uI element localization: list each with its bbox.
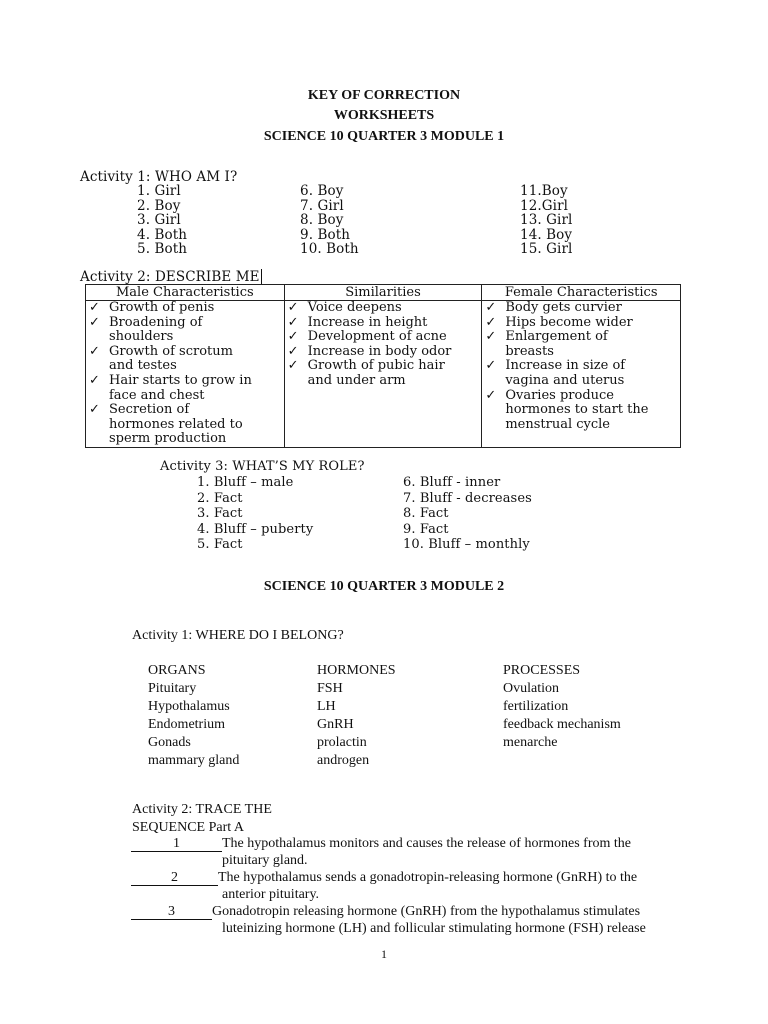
answer-item: 9. Fact (403, 521, 449, 537)
answer-item: 4. Both (137, 226, 188, 243)
checkmark-icon: ✓ (485, 358, 497, 374)
m1-activity3-title: Activity 3: WHAT’S MY ROLE? (160, 459, 365, 474)
characteristic-text: Increase in size of (505, 358, 626, 374)
characteristic-line (288, 359, 479, 374)
checkmark-icon: ✓ (485, 329, 497, 345)
characteristic-line (288, 316, 479, 331)
hormone-item: FSH (317, 681, 343, 696)
characteristic-text: sperm production (109, 431, 227, 447)
characteristic-line (89, 330, 281, 345)
sequence-text-cont: pituitary gland. (222, 853, 308, 868)
characteristic-line (485, 418, 677, 433)
sequence-blank: 2 (131, 871, 218, 886)
header-male: Male Characteristics (86, 285, 285, 301)
checkmark-icon: ✓ (485, 314, 497, 330)
describe-me-table (85, 284, 681, 448)
characteristic-line (485, 403, 677, 418)
answer-item: 11.Boy (520, 183, 568, 199)
m1-activity3-col2 (403, 475, 532, 553)
header-similarities: Similarities (284, 285, 482, 301)
characteristic-text: Development of acne (307, 329, 447, 345)
sequence-blank: 1 (131, 837, 222, 852)
answer-item: 2. Boy (137, 197, 181, 214)
m2-activity2-title-line1: Activity 2: TRACE THE (132, 802, 272, 817)
characteristic-text: Broadening of (109, 314, 203, 330)
answer-item: 5. Fact (197, 537, 243, 552)
sequence-text: The hypothalamus monitors and causes the release of hormones from the (222, 836, 631, 851)
characteristic-text: face and chest (109, 387, 205, 403)
characteristic-text: Ovaries produce (505, 387, 614, 403)
checkmark-icon: ✓ (89, 314, 100, 330)
sequence-blank: 3 (131, 905, 212, 920)
text-cursor (261, 269, 266, 285)
checkmark-icon: ✓ (485, 300, 497, 315)
checkmark-icon: ✓ (287, 343, 299, 359)
m2-activity1-title: Activity 1: WHERE DO I BELONG? (132, 628, 344, 643)
characteristic-text: menstrual cycle (505, 416, 611, 432)
characteristic-line (89, 432, 281, 447)
similarities-list (284, 301, 482, 448)
characteristic-text: Body gets curvier (505, 300, 622, 315)
characteristic-line (485, 316, 677, 331)
organ-item: Pituitary (148, 681, 197, 696)
m1-activity1-col2 (300, 184, 359, 257)
organ-item: Endometrium (148, 717, 225, 732)
answer-item: 14. Boy (520, 226, 573, 243)
characteristic-line (89, 359, 281, 374)
organ-item: Hypothalamus (148, 699, 230, 714)
characteristic-text: Enlargement of (505, 329, 608, 345)
characteristic-text: breasts (505, 343, 554, 359)
answer-item: 8. Boy (300, 212, 344, 229)
characteristic-text: Hips become wider (505, 314, 633, 330)
characteristic-text: Growth of scrotum (109, 343, 233, 359)
sequence-item-3 (131, 904, 640, 920)
m1-activity2-title (80, 269, 266, 285)
answer-item: 13. Girl (520, 212, 573, 229)
answer-item: 7. Bluff - decreases (403, 490, 532, 506)
process-item: fertilization (503, 699, 569, 714)
sequence-text-cont: luteinizing hormone (LH) and follicular stimulating hormone (FSH) release (222, 921, 646, 936)
organ-item: mammary gland (148, 753, 240, 768)
process-item: feedback mechanism (503, 717, 621, 732)
sequence-item-1 (131, 836, 631, 852)
characteristic-line (89, 374, 281, 389)
answer-item: 4. Bluff – puberty (197, 521, 314, 537)
characteristic-text: hormones related to (109, 416, 243, 432)
characteristic-line (89, 301, 281, 316)
hormone-item: GnRH (317, 717, 354, 732)
characteristic-text: and testes (109, 358, 177, 374)
checkmark-icon: ✓ (89, 300, 100, 315)
sequence-text: Gonadotropin releasing hormone (GnRH) from the hypothalamus stimulates (212, 904, 641, 919)
answer-item: 9. Both (300, 226, 351, 243)
characteristic-line (485, 301, 677, 316)
checkmark-icon: ✓ (89, 343, 100, 359)
characteristic-line (288, 374, 479, 389)
process-item: Ovulation (503, 681, 559, 696)
characteristic-text: hormones to start the (505, 402, 649, 418)
male-list (86, 301, 285, 448)
sequence-text: The hypothalamus sends a gonadotropin-releasing hormone (GnRH) to the (218, 870, 638, 885)
characteristic-line (485, 374, 677, 389)
answer-item: 3. Fact (197, 506, 243, 521)
answer-item: 15. Girl (520, 241, 573, 258)
answer-item: 8. Fact (403, 506, 449, 521)
answer-item: 6. Bluff - inner (403, 475, 501, 490)
characteristic-line (89, 345, 281, 360)
characteristic-text: Increase in height (307, 314, 428, 330)
characteristic-line (89, 389, 281, 404)
sequence-item-2 (131, 870, 637, 886)
characteristic-text: vagina and uterus (505, 372, 625, 388)
checkmark-icon: ✓ (485, 387, 497, 403)
processes-column (503, 662, 621, 752)
hormone-item: LH (317, 699, 336, 714)
sequence-text-cont: anterior pituitary. (222, 887, 320, 902)
answer-item: 3. Girl (137, 212, 181, 229)
characteristic-line (485, 359, 677, 374)
female-list (482, 301, 681, 448)
answer-item: 1. Bluff – male (197, 475, 294, 490)
organs-column (148, 662, 239, 770)
title-key-of-correction: KEY OF CORRECTION (307, 88, 461, 103)
answer-item: 6. Boy (300, 183, 344, 199)
organ-item: Gonads (148, 735, 191, 750)
checkmark-icon: ✓ (287, 329, 299, 345)
answer-item: 12.Girl (520, 197, 569, 214)
characteristic-text: Hair starts to grow in (109, 372, 252, 388)
answer-item: 10. Bluff – monthly (403, 537, 530, 552)
characteristic-line (89, 316, 281, 331)
characteristic-line (89, 403, 281, 418)
page-number: 1 (381, 947, 387, 961)
processes-header: PROCESSES (503, 663, 581, 678)
characteristic-line (485, 389, 677, 404)
hormone-item: androgen (317, 753, 370, 768)
characteristic-line (485, 345, 677, 360)
characteristic-line (485, 330, 677, 345)
answer-item: 10. Both (300, 241, 359, 258)
title-module-1: SCIENCE 10 QUARTER 3 MODULE 1 (263, 129, 505, 144)
characteristic-line (89, 418, 281, 433)
checkmark-icon: ✓ (287, 300, 299, 315)
m1-activity1-title: Activity 1: WHO AM I? (80, 169, 238, 185)
m1-activity3-col1 (197, 475, 313, 553)
checkmark-icon: ✓ (89, 402, 100, 418)
characteristic-text: Voice deepens (307, 300, 402, 315)
hormone-item: prolactin (317, 735, 367, 750)
answer-item: 7. Girl (300, 197, 344, 214)
m1-activity1-col3 (520, 184, 572, 257)
organs-header: ORGANS (148, 663, 206, 678)
characteristic-text: Growth of pubic hair (307, 358, 445, 374)
checkmark-icon: ✓ (89, 372, 100, 388)
answer-item: 1. Girl (137, 183, 181, 199)
header-female: Female Characteristics (482, 285, 681, 301)
hormones-header: HORMONES (317, 663, 396, 678)
characteristic-text: and under arm (307, 372, 406, 388)
answer-item: 5. Both (137, 241, 188, 258)
characteristic-text: Increase in body odor (307, 343, 452, 359)
characteristic-text: Secretion of (109, 402, 190, 418)
characteristic-line (288, 301, 479, 316)
title-worksheets: WORKSHEETS (333, 108, 435, 123)
process-item: menarche (503, 735, 558, 750)
checkmark-icon: ✓ (287, 358, 299, 374)
characteristic-line (288, 330, 479, 345)
characteristic-line (288, 345, 479, 360)
m1-activity1-col1 (137, 184, 187, 257)
m1-activity2-title-text: Activity 2: DESCRIBE ME (80, 269, 260, 285)
answer-item: 2. Fact (197, 490, 243, 506)
checkmark-icon: ✓ (287, 314, 299, 330)
characteristic-text: Growth of penis (109, 300, 215, 315)
title-module-2: SCIENCE 10 QUARTER 3 MODULE 2 (263, 579, 505, 594)
characteristic-text: shoulders (109, 329, 174, 345)
hormones-column (317, 662, 396, 770)
m2-activity2-title-line2: SEQUENCE Part A (132, 820, 244, 835)
